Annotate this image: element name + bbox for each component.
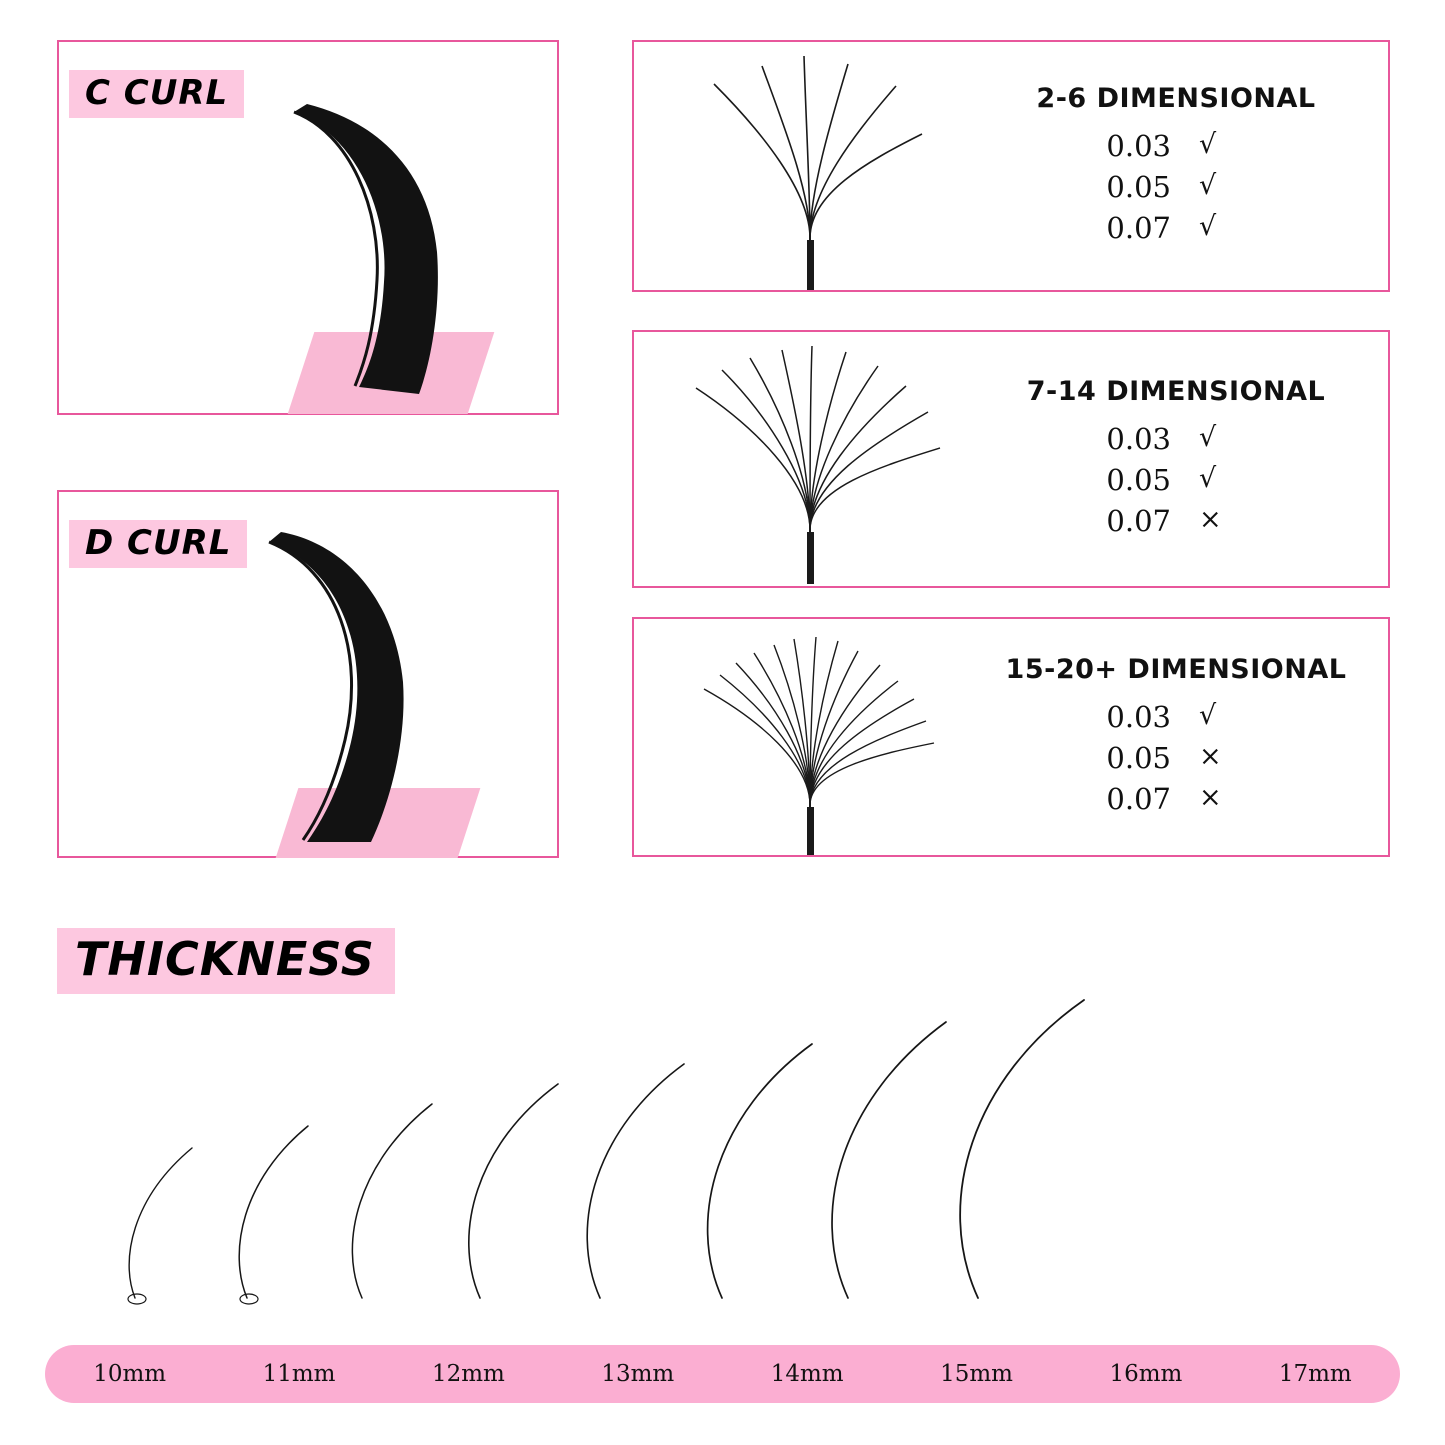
spec-row [974,738,1378,779]
size-label-1: 10mm [93,1361,167,1387]
d-curl-lash-illustration [59,492,561,860]
size-label-7: 16mm [1109,1361,1183,1387]
spec-value: 0.07 [1106,504,1171,539]
dimensional-panel-15-20 [632,617,1390,857]
dimensional-title-7-14: 7-14 DIMENSIONAL [1026,375,1326,407]
c-curl-lash-illustration [59,42,561,417]
thickness-size-bar [45,1345,1400,1403]
dimensional-title-2-6: 2-6 DIMENSIONAL [1036,82,1316,114]
thickness-lash-row [40,980,1405,1320]
size-label-5: 14mm [770,1361,844,1387]
spec-mark: √ [1199,169,1217,201]
spec-row [974,460,1378,501]
dimensional-panel-2-6 [632,40,1390,292]
spec-value: 0.03 [1106,128,1171,163]
dimensional-title-15-20: 15-20+ DIMENSIONAL [1005,653,1347,685]
spec-value: 0.07 [1106,211,1171,246]
spec-row [974,697,1378,738]
fan-illustration-2-6 [634,42,974,290]
spec-mark: × [1199,782,1222,814]
size-label-3: 12mm [431,1361,505,1387]
spec-row [974,501,1378,542]
c-curl-label: C CURL [69,70,244,118]
spec-value: 0.05 [1106,169,1171,204]
spec-row [974,208,1378,249]
size-label-2: 11mm [262,1361,336,1387]
spec-mark: √ [1199,211,1217,243]
spec-value: 0.03 [1106,699,1171,734]
spec-mark: √ [1199,421,1217,453]
spec-row [974,779,1378,820]
spec-value: 0.05 [1106,462,1171,497]
spec-mark: √ [1199,699,1217,731]
thickness-label: THICKNESS [57,928,395,994]
fan-illustration-15-20 [634,619,974,855]
size-label-6: 15mm [940,1361,1013,1387]
spec-row [974,126,1378,167]
fan-illustration-7-14 [634,332,974,586]
spec-row [974,167,1378,208]
size-label-4: 13mm [601,1361,675,1387]
spec-value: 0.05 [1106,740,1171,775]
size-label-8: 17mm [1278,1361,1352,1387]
c-curl-panel [57,40,559,415]
spec-value: 0.03 [1106,421,1171,456]
spec-mark: × [1199,504,1222,536]
spec-value: 0.07 [1106,782,1171,817]
spec-mark: √ [1199,128,1217,160]
spec-row [974,419,1378,460]
spec-mark: × [1199,740,1222,772]
dimensional-panel-7-14 [632,330,1390,588]
spec-mark: √ [1199,462,1217,494]
d-curl-panel [57,490,559,858]
d-curl-label: D CURL [69,520,247,568]
